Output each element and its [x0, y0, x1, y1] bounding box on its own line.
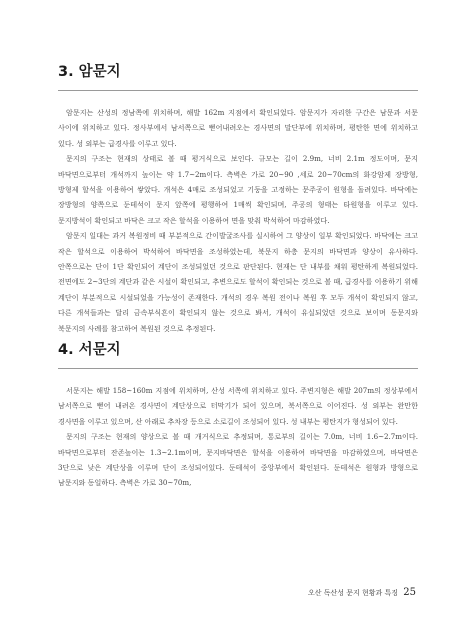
heading-divider	[58, 90, 418, 91]
paragraph: 암문지 일대는 과거 복원정비 때 부분적으로 간이발굴조사를 실시하여 그 양상이 일부 확인되었다. 바닥에는 크고 작은 할석으로 이용하여 박석하여 바닥면을 조성하였는데, 북문지 하층 문지의 바닥면과 양상이 유사하다. 안쪽으로는 단이 1단 확인되어 계단이 조성되었던 것으로 판단된다. 현재는 단 내부를 채워 평탄하게 복원되었다. 전면에도 2~3단의 계단과 같은 시설이 확인되고, 추변으로도 할석이 확인되는 것으로 볼 때, 급경사를 이용하기 위해 계단이 부분적으로 시설되었을 가능성이 존재한다. 개석의 경우 복원 전이나 복원 후 모두 개석이 확인되지 않고, 다른 개석들과는 달리 금속부식흔이 확인되지 않는 것으로 봐서, 개석이 유실되었던 것으로 보이며 동문지와 북문지의 사례를 참고하여 복원된 것으로 추정된다.	[58, 231, 418, 333]
paragraph: 서문지는 해발 158~160m 지점에 위치하며, 산성 서쪽에 위치하고 있다. 주변지형은 해발 207m의 정상부에서 남서쪽으로 뻗어 내려온 경사면이 계단상으로 터막기가 되어 있으며, 북서쪽으로 이어진다. 성 외부는 완만한 경사면을 이루고 있으며, 산 아래로 추차장 등으로 소로길이 조성되어 있다. 성 내부는 평탄지가 형성되어 있다.	[58, 386, 418, 426]
section-secret-gate	[58, 62, 418, 336]
heading-divider	[58, 368, 418, 369]
section-heading: 4. 서문지	[58, 342, 121, 358]
section-heading: 3. 암문지	[58, 64, 121, 80]
paragraph: 암문지는 산성의 정남쪽에 위치하며, 해발 162m 지점에서 확인되었다. 암문지가 자리한 구간은 남문과 서문 사이에 위치하고 있다. 정사부에서 남서쪽으로 뻗어내려오는 경사면의 말단부에 위치하며, 평탄한 면에 위치하고 있다. 성 외부는 급경사를 이루고 있다.	[58, 108, 418, 148]
page-number: 25	[403, 587, 416, 598]
paragraph: 문지의 구조는 현재의 양상으로 볼 때 개거식으로 추정되며, 통로부의 길이는 7.0m, 너비 1.6~2.7m이다. 바닥면으로부터 잔존높이는 1.3~2.1m이며, 문지바닥면은 할석을 이용하여 바닥면을 마감하였으며, 바닥면은 3단으로 낮은 계단상을 이루며 단이 조성되어있다. 둔테석이 중앙부에서 확인된다. 둔테석은 원형과 방형으로 남문지와 동일하다. 측벽은 가로 30~70m,	[58, 432, 418, 488]
running-title: 오산 독산성 문지 현황과 특징	[307, 589, 399, 597]
page-footer	[308, 587, 416, 598]
section-west-gate	[58, 340, 418, 491]
paragraph: 문지의 구조는 현재의 상태로 볼 때 평거식으로 보인다. 규모는 길이 2.9m, 너비 2.1m 정도이며, 문지 바닥면으로부터 개석까지 높이는 약 1.7~2m이다. 측벽은 가로 20~90 ,세로 20~70cm의 화강암제 장방형, 방형제 할석을 이용하여 쌓았다. 개석은 4매로 조성되었고 기둥을 고정하는 문주공이 원형을 돌려있다. 바닥에는 장방형의 양쪽으로 둔테석이 문지 앞쪽에 평행하여 1매씩 확인되며, 주공의 형태는 타원형을 이루고 있다. 문지방석이 확인되고 바닥은 크고 작은 할석을 이용하여 면을 맞춰 박석하여 마감하였다.	[58, 154, 418, 225]
